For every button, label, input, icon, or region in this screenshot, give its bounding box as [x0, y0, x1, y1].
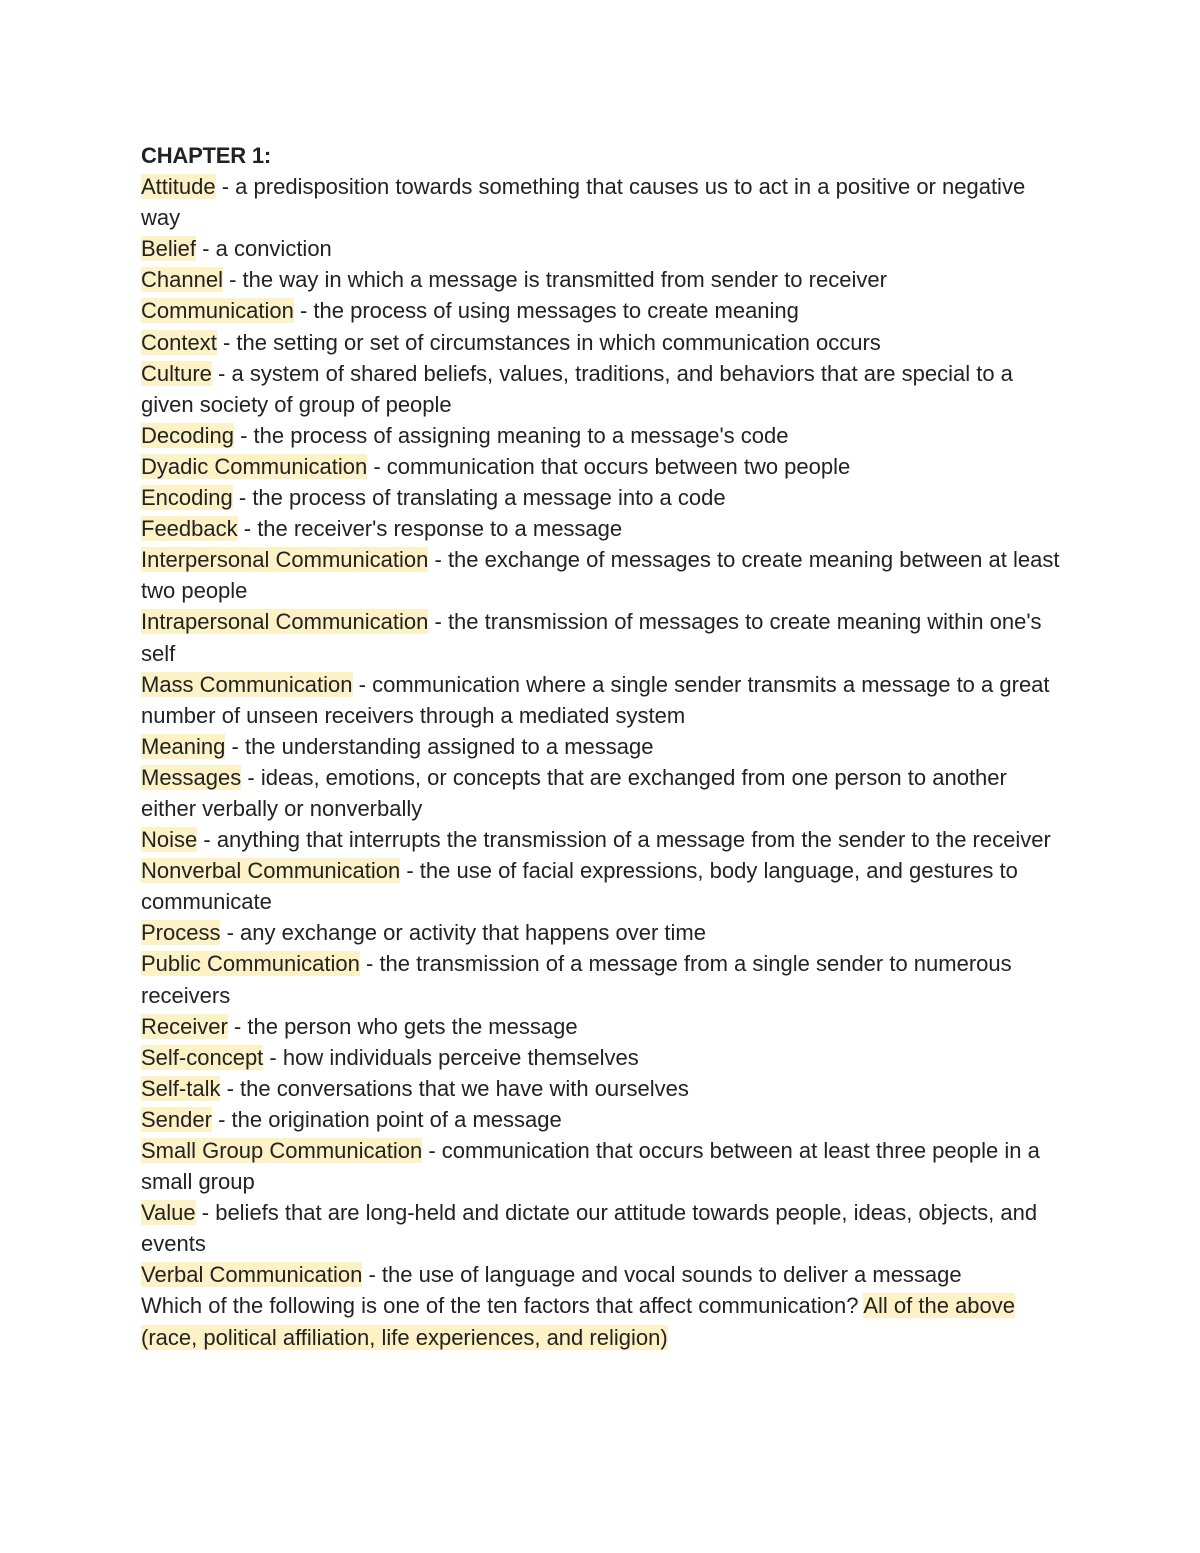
term-separator: - — [220, 1075, 241, 1101]
glossary-entry — [141, 358, 1066, 420]
glossary-definition: communication that occurs between at least three people in a small group — [141, 1138, 1040, 1195]
term-separator: - — [227, 1013, 248, 1039]
term-separator: - — [215, 174, 236, 200]
glossary-entry — [141, 513, 1066, 544]
glossary-term-highlight: Interpersonal Communication — [141, 547, 429, 573]
glossary-entry — [141, 731, 1066, 762]
glossary-definition: the process of translating a message into a code — [252, 485, 726, 511]
glossary-definition: the transmission of messages to create meaning within one's self — [141, 609, 1042, 666]
glossary-entry — [141, 917, 1066, 948]
glossary-definition: beliefs that are long-held and dictate our attitude towards people, ideas, objects, and events — [141, 1200, 1038, 1257]
glossary-entry — [141, 606, 1066, 668]
glossary-entry — [141, 762, 1066, 824]
glossary-entry — [141, 171, 1066, 233]
glossary-entry — [141, 669, 1066, 731]
glossary-definition: the use of facial expressions, body language, and gestures to communicate — [141, 858, 1018, 915]
glossary-definition: communication that occurs between two people — [386, 453, 851, 479]
glossary-term-highlight: Verbal Communication — [141, 1262, 363, 1288]
glossary-entry — [141, 544, 1066, 606]
term-separator: - — [400, 858, 420, 884]
glossary-definition: the conversations that we have with ourselves — [240, 1075, 689, 1101]
glossary-term-highlight: Belief — [141, 236, 197, 262]
term-separator: - — [232, 485, 253, 511]
glossary-term-highlight: Sender — [141, 1106, 212, 1132]
glossary-term-highlight: Small Group Communication — [141, 1138, 423, 1163]
glossary-definition: the way in which a message is transmitted from sender to receiver — [242, 267, 887, 293]
glossary-entry — [141, 1259, 1066, 1290]
glossary-definition: a system of shared beliefs, values, traditions, and behaviors that are special to a given society of group of people — [141, 360, 1013, 417]
glossary-definition: the use of language and vocal sounds to deliver a message — [381, 1262, 962, 1288]
glossary-entry — [141, 1042, 1066, 1073]
glossary-definition: a predisposition towards something that causes us to act in a positive or negative way — [141, 174, 1026, 231]
term-separator: - — [233, 422, 254, 448]
glossary-term-highlight: Encoding — [141, 485, 233, 511]
glossary-term-highlight: Receiver — [141, 1013, 228, 1039]
glossary-term-highlight: Self-concept — [141, 1044, 264, 1070]
term-separator: - — [362, 1262, 382, 1288]
question-answer-highlight: All of the above (race, political affiliation, life experiences, and religion) — [141, 1293, 1016, 1350]
term-separator: - — [367, 453, 387, 479]
glossary-term-highlight: Mass Communication — [141, 671, 353, 697]
glossary-term-highlight: Attitude — [141, 174, 216, 200]
document-page — [141, 140, 1066, 1353]
glossary-list — [141, 171, 1066, 1290]
glossary-term-highlight: Decoding — [141, 422, 234, 448]
glossary-entry — [141, 1011, 1066, 1042]
glossary-definition: the setting or set of circumstances in which communication occurs — [236, 329, 881, 355]
glossary-definition: any exchange or activity that happens over time — [240, 920, 706, 946]
glossary-term-highlight: Public Communication — [141, 951, 360, 977]
glossary-entry — [141, 233, 1066, 264]
term-separator: - — [352, 671, 373, 697]
glossary-term-highlight: Process — [141, 920, 221, 946]
term-separator: - — [428, 547, 448, 573]
glossary-entry — [141, 824, 1066, 855]
glossary-term-highlight: Meaning — [141, 733, 226, 759]
glossary-entry — [141, 482, 1066, 513]
term-separator: - — [428, 609, 448, 635]
term-separator: - — [196, 236, 216, 262]
glossary-term-highlight: Noise — [141, 827, 198, 853]
quiz-question — [141, 1290, 1066, 1352]
glossary-entry — [141, 420, 1066, 451]
glossary-term-highlight: Communication — [141, 298, 294, 324]
glossary-term-highlight: Value — [141, 1200, 196, 1226]
glossary-term-highlight: Intrapersonal Communication — [141, 609, 429, 635]
term-separator: - — [211, 360, 232, 386]
glossary-definition: the process of assigning meaning to a message's code — [253, 422, 789, 448]
term-separator: - — [216, 329, 237, 355]
glossary-definition: anything that interrupts the transmission of a message from the sender to the receiver — [216, 827, 1051, 853]
glossary-term-highlight: Self-talk — [141, 1075, 221, 1101]
term-separator: - — [241, 764, 261, 790]
term-separator: - — [220, 920, 241, 946]
glossary-term-highlight: Nonverbal Communication — [141, 858, 401, 884]
glossary-definition: the receiver's response to a message — [257, 516, 623, 542]
glossary-entry — [141, 1073, 1066, 1104]
glossary-entry — [141, 1197, 1066, 1259]
glossary-entry — [141, 451, 1066, 482]
glossary-term-highlight: Channel — [141, 267, 223, 293]
glossary-term-highlight: Culture — [141, 360, 212, 386]
question-text: Which of the following is one of the ten factors that affect communication? — [141, 1293, 859, 1319]
term-separator: - — [197, 827, 217, 853]
chapter-heading: CHAPTER 1: — [141, 143, 272, 168]
glossary-definition: communication where a single sender transmits a message to a great number of unseen receivers through a mediated system — [141, 671, 1050, 728]
glossary-entry — [141, 295, 1066, 326]
glossary-definition: ideas, emotions, or concepts that are exchanged from one person to another either verbally or nonverbally — [141, 764, 1007, 821]
glossary-entry — [141, 1104, 1066, 1135]
glossary-definition: the transmission of a message from a single sender to numerous receivers — [141, 951, 1012, 1008]
term-separator: - — [225, 733, 245, 759]
term-separator: - — [195, 1200, 216, 1226]
glossary-term-highlight: Messages — [141, 764, 242, 790]
glossary-definition: the person who gets the message — [247, 1013, 578, 1039]
term-separator: - — [293, 298, 314, 324]
glossary-definition: the process of using messages to create meaning — [313, 298, 799, 324]
glossary-definition: the exchange of messages to create meaning between at least two people — [141, 547, 1060, 604]
term-separator: - — [359, 951, 380, 977]
glossary-entry — [141, 948, 1066, 1010]
glossary-definition: the origination point of a message — [231, 1106, 562, 1132]
glossary-entry — [141, 855, 1066, 917]
term-separator: - — [211, 1106, 232, 1132]
glossary-term-highlight: Dyadic Communication — [141, 453, 368, 479]
glossary-entry — [141, 264, 1066, 295]
glossary-definition: the understanding assigned to a message — [244, 733, 654, 759]
glossary-entry — [141, 1135, 1066, 1197]
term-separator: - — [263, 1044, 283, 1070]
term-separator: - — [237, 516, 258, 542]
glossary-entry — [141, 327, 1066, 358]
glossary-definition: a conviction — [215, 236, 332, 262]
glossary-definition: how individuals perceive themselves — [282, 1044, 639, 1070]
term-separator: - — [422, 1138, 442, 1163]
glossary-term-highlight: Feedback — [141, 516, 238, 542]
term-separator: - — [222, 267, 243, 293]
glossary-term-highlight: Context — [141, 329, 217, 355]
